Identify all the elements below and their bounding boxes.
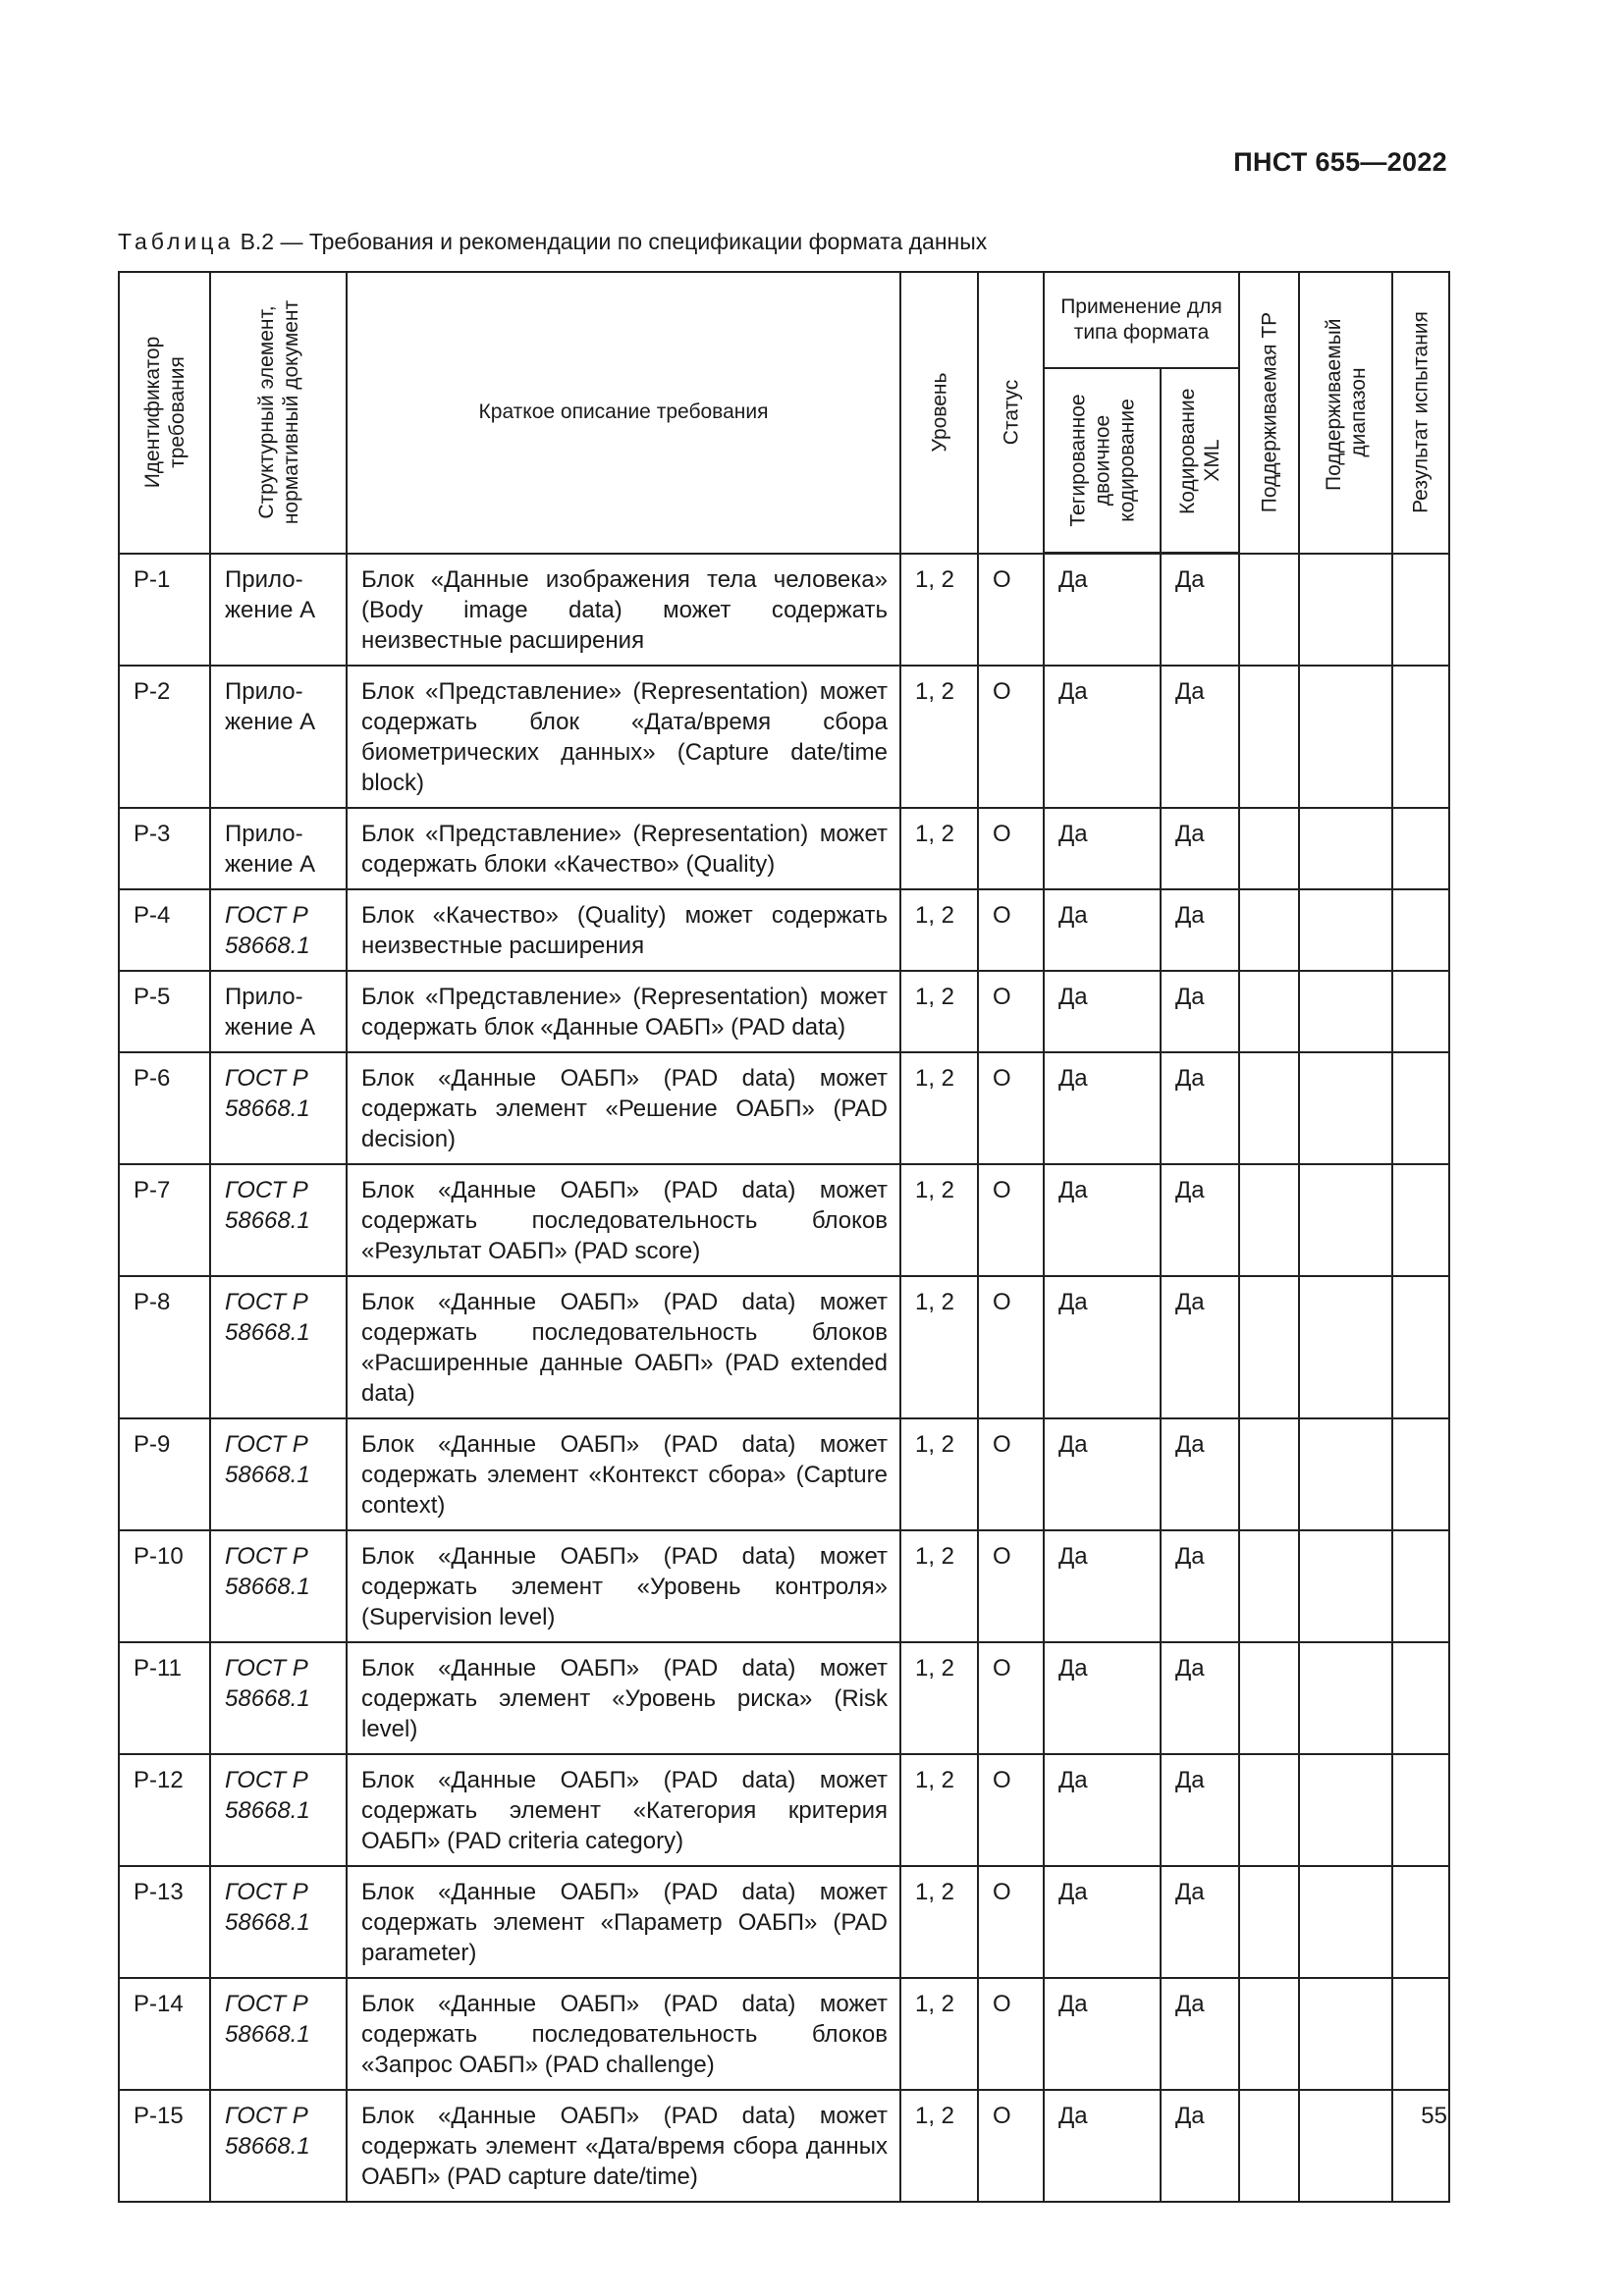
cell-range [1299,1530,1392,1642]
cell-status: О [978,808,1044,889]
cell-description: Блок «Представление» (Representation) может содержать блок «Дата/время сбора биометрических данных» (Capture date/time block) [347,666,900,808]
table-row [119,1642,1449,1754]
cell-level: 1, 2 [900,889,978,971]
cell-supported [1239,1530,1299,1642]
table-row [119,2090,1449,2202]
cell-description: Блок «Данные ОАБП» (PAD data) может содержать последовательность блоков «Запрос ОАБП» (PAD challenge) [347,1978,900,2090]
cell-result [1392,1530,1449,1642]
cell-element: ГОСТ Р 58668.1 [210,1978,347,2090]
cell-range [1299,2090,1392,2202]
cell-id: P-15 [119,2090,210,2202]
cell-description: Блок «Данные ОАБП» (PAD data) может содержать элемент «Уровень риска» (Risk level) [347,1642,900,1754]
cell-supported [1239,808,1299,889]
cell-id: P-10 [119,1530,210,1642]
cell-id: P-12 [119,1754,210,1866]
cell-level: 1, 2 [900,1052,978,1164]
cell-status: О [978,1418,1044,1530]
cell-level: 1, 2 [900,1866,978,1978]
header-supported: Поддерживаемая ТР [1239,272,1299,554]
cell-level: 1, 2 [900,1276,978,1418]
cell-range [1299,1642,1392,1754]
cell-id: P-7 [119,1164,210,1276]
cell-binary: Да [1044,1164,1161,1276]
cell-element: Прило-жение А [210,554,347,666]
cell-result [1392,1978,1449,2090]
table-header [119,272,1449,554]
cell-binary: Да [1044,554,1161,666]
cell-id: P-8 [119,1276,210,1418]
cell-range [1299,1164,1392,1276]
cell-status: О [978,1642,1044,1754]
cell-range [1299,554,1392,666]
document-code: ПНСТ 655—2022 [1233,147,1447,177]
cell-binary: Да [1044,1418,1161,1530]
cell-description: Блок «Данные ОАБП» (PAD data) может содержать элемент «Параметр ОАБП» (PAD parameter) [347,1866,900,1978]
cell-range [1299,808,1392,889]
cell-element: Прило-жение А [210,666,347,808]
cell-element: ГОСТ Р 58668.1 [210,1642,347,1754]
cell-range [1299,889,1392,971]
cell-level: 1, 2 [900,1754,978,1866]
page-number: 55 [1421,2103,1447,2129]
cell-element: ГОСТ Р 58668.1 [210,1052,347,1164]
cell-range [1299,1052,1392,1164]
cell-element: ГОСТ Р 58668.1 [210,1164,347,1276]
cell-xml: Да [1161,1276,1239,1418]
requirements-table [118,271,1450,2203]
cell-status: О [978,889,1044,971]
cell-range [1299,1866,1392,1978]
cell-range [1299,1978,1392,2090]
cell-result [1392,1276,1449,1418]
cell-supported [1239,1642,1299,1754]
cell-id: P-6 [119,1052,210,1164]
cell-level: 1, 2 [900,971,978,1052]
cell-description: Блок «Данные ОАБП» (PAD data) может содержать элемент «Категория критерия ОАБП» (PAD criteria category) [347,1754,900,1866]
table-row [119,666,1449,808]
cell-xml: Да [1161,1754,1239,1866]
table-row [119,1164,1449,1276]
cell-status: О [978,1052,1044,1164]
header-xml: Кодирование XML [1161,368,1239,554]
table-row [119,1276,1449,1418]
cell-status: О [978,554,1044,666]
table-row [119,1418,1449,1530]
cell-result [1392,1642,1449,1754]
cell-supported [1239,1418,1299,1530]
table-row [119,808,1449,889]
cell-supported [1239,1052,1299,1164]
cell-result [1392,889,1449,971]
cell-description: Блок «Данные ОАБП» (PAD data) может содержать элемент «Уровень контроля» (Supervision level) [347,1530,900,1642]
cell-xml: Да [1161,1978,1239,2090]
table-caption [118,229,987,255]
cell-xml: Да [1161,1530,1239,1642]
header-description: Краткое описание требования [347,272,900,554]
cell-id: P-14 [119,1978,210,2090]
cell-xml: Да [1161,666,1239,808]
cell-description: Блок «Данные ОАБП» (PAD data) может содержать последовательность блоков «Расширенные данные ОАБП» (PAD extended data) [347,1276,900,1418]
cell-description: Блок «Данные ОАБП» (PAD data) может содержать элемент «Контекст сбора» (Capture context) [347,1418,900,1530]
cell-supported [1239,971,1299,1052]
cell-xml: Да [1161,1164,1239,1276]
cell-binary: Да [1044,971,1161,1052]
table-row [119,1754,1449,1866]
cell-element: ГОСТ Р 58668.1 [210,889,347,971]
cell-id: P-11 [119,1642,210,1754]
cell-supported [1239,1754,1299,1866]
cell-result [1392,1052,1449,1164]
cell-supported [1239,2090,1299,2202]
cell-binary: Да [1044,2090,1161,2202]
cell-binary: Да [1044,1642,1161,1754]
header-level: Уровень [900,272,978,554]
cell-xml: Да [1161,554,1239,666]
cell-xml: Да [1161,889,1239,971]
cell-id: P-5 [119,971,210,1052]
cell-binary: Да [1044,1530,1161,1642]
cell-binary: Да [1044,1052,1161,1164]
cell-supported [1239,1276,1299,1418]
header-status: Статус [978,272,1044,554]
cell-binary: Да [1044,1754,1161,1866]
table-row [119,1052,1449,1164]
header-id: Идентификатор требования [119,272,210,554]
table-row [119,889,1449,971]
cell-status: О [978,971,1044,1052]
cell-element: ГОСТ Р 58668.1 [210,1866,347,1978]
cell-result [1392,666,1449,808]
table-body [119,554,1449,2202]
cell-description: Блок «Данные ОАБП» (PAD data) может содержать элемент «Дата/время сбора данных ОАБП» (PAD capture date/time) [347,2090,900,2202]
cell-supported [1239,1164,1299,1276]
cell-range [1299,1276,1392,1418]
cell-result [1392,1164,1449,1276]
table-caption-text: В.2 — Требования и рекомендации по спецификации формата данных [240,229,988,254]
cell-element: ГОСТ Р 58668.1 [210,1276,347,1418]
cell-supported [1239,1978,1299,2090]
cell-result [1392,1866,1449,1978]
cell-result [1392,1418,1449,1530]
table-row [119,554,1449,666]
cell-supported [1239,554,1299,666]
cell-xml: Да [1161,1418,1239,1530]
table-row [119,1530,1449,1642]
cell-status: О [978,1866,1044,1978]
cell-result [1392,971,1449,1052]
cell-level: 1, 2 [900,1418,978,1530]
cell-level: 1, 2 [900,2090,978,2202]
header-binary: Тегированное двоичное кодирование [1044,368,1161,554]
cell-id: P-1 [119,554,210,666]
cell-status: О [978,666,1044,808]
cell-xml: Да [1161,808,1239,889]
cell-binary: Да [1044,1866,1161,1978]
cell-element: ГОСТ Р 58668.1 [210,1530,347,1642]
table-caption-label: Таблица [118,229,235,254]
cell-level: 1, 2 [900,1530,978,1642]
cell-level: 1, 2 [900,1978,978,2090]
cell-range [1299,666,1392,808]
cell-description: Блок «Данные ОАБП» (PAD data) может содержать последовательность блоков «Результат ОАБП» (PAD score) [347,1164,900,1276]
cell-id: P-4 [119,889,210,971]
cell-result [1392,554,1449,666]
cell-description: Блок «Данные изображения тела человека» (Body image data) может содержать неизвестные расширения [347,554,900,666]
cell-description: Блок «Представление» (Representation) может содержать блок «Данные ОАБП» (PAD data) [347,971,900,1052]
cell-result [1392,1754,1449,1866]
cell-element: Прило-жение А [210,808,347,889]
cell-id: P-13 [119,1866,210,1978]
cell-status: О [978,1276,1044,1418]
header-range: Поддерживаемый диапазон [1299,272,1392,554]
cell-status: О [978,1530,1044,1642]
cell-description: Блок «Качество» (Quality) может содержать неизвестные расширения [347,889,900,971]
cell-xml: Да [1161,1642,1239,1754]
cell-range [1299,1418,1392,1530]
cell-id: P-3 [119,808,210,889]
cell-level: 1, 2 [900,1642,978,1754]
cell-id: P-9 [119,1418,210,1530]
cell-description: Блок «Представление» (Representation) может содержать блоки «Качество» (Quality) [347,808,900,889]
cell-element: ГОСТ Р 58668.1 [210,1754,347,1866]
cell-supported [1239,666,1299,808]
cell-binary: Да [1044,1276,1161,1418]
cell-level: 1, 2 [900,1164,978,1276]
cell-description: Блок «Данные ОАБП» (PAD data) может содержать элемент «Решение ОАБП» (PAD decision) [347,1052,900,1164]
cell-element: ГОСТ Р 58668.1 [210,2090,347,2202]
cell-status: О [978,1164,1044,1276]
cell-range [1299,971,1392,1052]
cell-xml: Да [1161,2090,1239,2202]
cell-xml: Да [1161,1866,1239,1978]
cell-range [1299,1754,1392,1866]
cell-status: О [978,2090,1044,2202]
cell-level: 1, 2 [900,554,978,666]
cell-status: О [978,1978,1044,2090]
cell-result [1392,808,1449,889]
cell-level: 1, 2 [900,666,978,808]
header-element: Структурный элемент, нормативный документ [210,272,347,554]
cell-element: ГОСТ Р 58668.1 [210,1418,347,1530]
cell-binary: Да [1044,808,1161,889]
header-format-group: Применение для типа формата [1044,272,1239,368]
cell-binary: Да [1044,1978,1161,2090]
cell-supported [1239,889,1299,971]
cell-level: 1, 2 [900,808,978,889]
cell-xml: Да [1161,1052,1239,1164]
cell-id: P-2 [119,666,210,808]
cell-element: Прило-жение А [210,971,347,1052]
cell-xml: Да [1161,971,1239,1052]
header-result: Результат испытания [1392,272,1449,554]
cell-status: О [978,1754,1044,1866]
cell-binary: Да [1044,889,1161,971]
table-row [119,1978,1449,2090]
table-row [119,971,1449,1052]
table-row [119,1866,1449,1978]
cell-binary: Да [1044,666,1161,808]
cell-supported [1239,1866,1299,1978]
